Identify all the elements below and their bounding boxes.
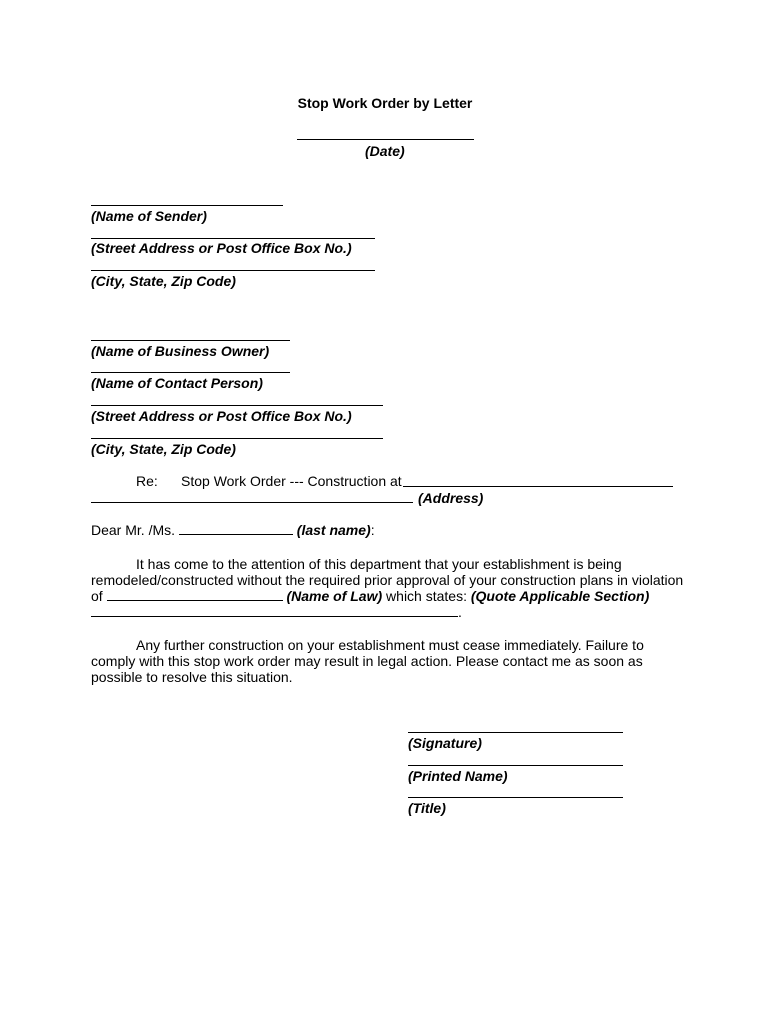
title-line[interactable]	[408, 797, 623, 798]
owner-line[interactable]	[91, 340, 290, 341]
para1-line1: It has come to the attention of this department that your establishment is being	[136, 556, 622, 572]
printed-name-line[interactable]	[408, 765, 623, 766]
para1-of: of	[91, 588, 103, 604]
date-label: (Date)	[365, 143, 405, 159]
contact-line[interactable]	[91, 372, 290, 373]
para2-line2: comply with this stop work order may result in legal action. Please contact me as soon as	[91, 653, 643, 669]
salutation-prefix: Dear Mr. /Ms.	[91, 522, 176, 538]
para1-line2: remodeled/constructed without the required prior approval of your construction plans in violation	[91, 572, 684, 588]
last-name-blank[interactable]	[179, 522, 293, 535]
re-label: Re:	[136, 473, 158, 489]
document-title: Stop Work Order by Letter	[297, 95, 473, 111]
quote-blank[interactable]	[91, 604, 458, 617]
printed-name-label: (Printed Name)	[408, 768, 508, 784]
para2-line1: Any further construction on your establishment must cease immediately. Failure to	[136, 637, 644, 653]
address-label: (Address)	[418, 490, 484, 506]
re-address-line[interactable]	[403, 486, 673, 487]
sender-city-label: (City, State, Zip Code)	[91, 273, 236, 289]
recipient-street-line[interactable]	[91, 405, 383, 406]
recipient-street-label: (Street Address or Post Office Box No.)	[91, 408, 352, 424]
sender-name-line[interactable]	[91, 205, 283, 206]
para1-line4	[91, 604, 462, 620]
sender-street-label: (Street Address or Post Office Box No.)	[91, 240, 352, 256]
owner-label: (Name of Business Owner)	[91, 343, 270, 359]
para1-line3	[91, 588, 649, 604]
recipient-city-label: (City, State, Zip Code)	[91, 441, 236, 457]
last-name-label: (last name)	[296, 522, 371, 538]
re-text: Stop Work Order --- Construction at	[181, 473, 402, 489]
law-label: (Name of Law)	[286, 588, 383, 604]
quote-label: (Quote Applicable Section)	[470, 588, 650, 604]
contact-label: (Name of Contact Person)	[91, 375, 263, 391]
date-line[interactable]	[297, 139, 474, 140]
para1-which: which states:	[386, 588, 467, 604]
para2-line3: possible to resolve this situation.	[91, 669, 293, 685]
law-blank[interactable]	[107, 588, 283, 601]
salutation-colon: :	[370, 522, 375, 538]
sender-name-label: (Name of Sender)	[91, 208, 207, 224]
salutation	[91, 522, 375, 538]
signature-line[interactable]	[408, 732, 623, 733]
re-address-line-2[interactable]	[91, 502, 413, 503]
title-label: (Title)	[408, 800, 446, 816]
sender-city-line[interactable]	[91, 270, 375, 271]
recipient-city-line[interactable]	[91, 438, 383, 439]
sender-street-line[interactable]	[91, 238, 375, 239]
signature-label: (Signature)	[408, 735, 482, 751]
para1-period: .	[458, 604, 462, 620]
